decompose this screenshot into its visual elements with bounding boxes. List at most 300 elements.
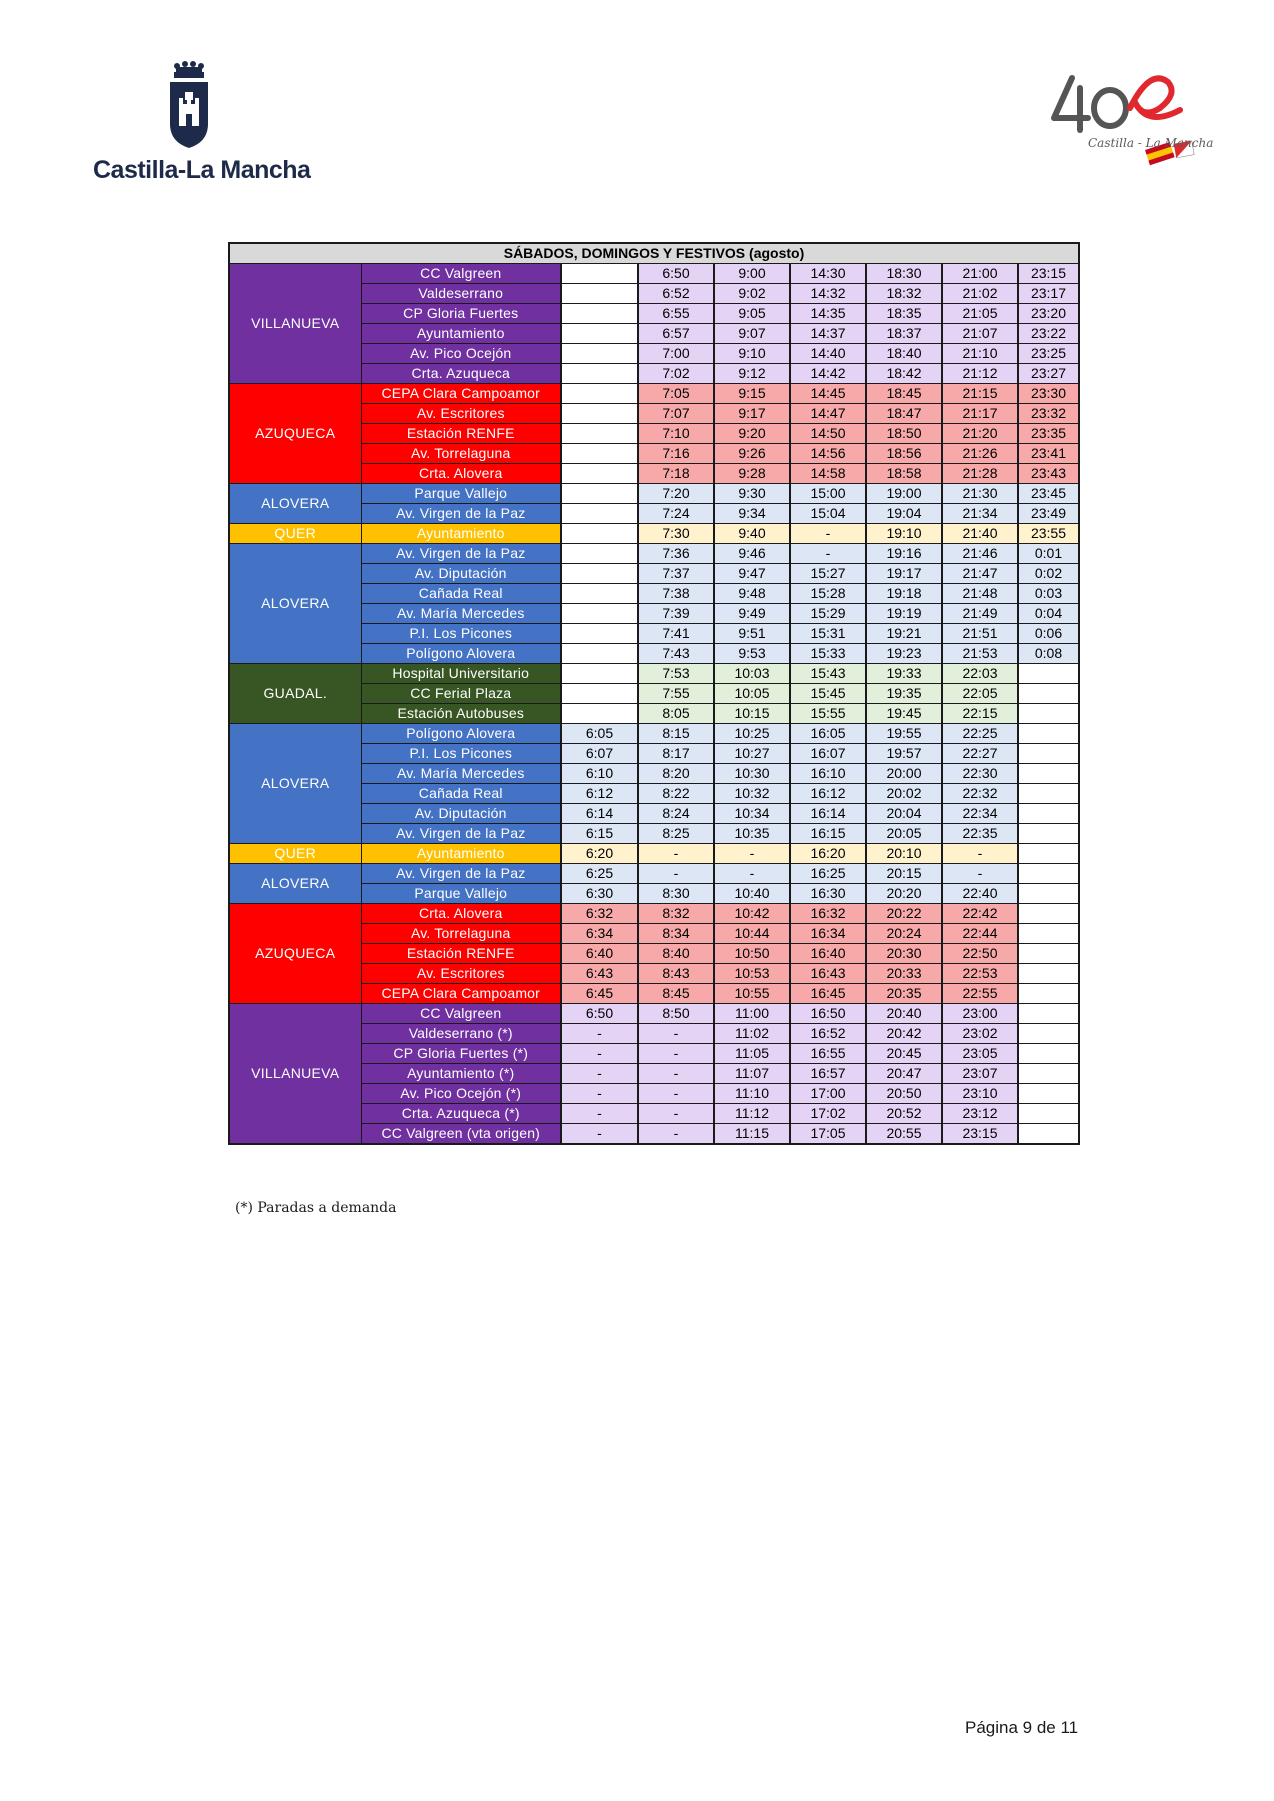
time-cell: 8:05: [638, 704, 714, 724]
time-cell: 10:53: [714, 964, 790, 984]
stop-name: CC Valgreen: [361, 264, 561, 284]
time-cell: 22:05: [942, 684, 1018, 704]
stop-name: Ayuntamiento (*): [361, 1064, 561, 1084]
time-cell: -: [790, 544, 866, 564]
stop-name: Hospital Universitario: [361, 664, 561, 684]
time-cell: [561, 324, 638, 344]
time-cell: -: [561, 1064, 638, 1084]
table-row: [229, 844, 1079, 864]
time-cell: 18:30: [866, 264, 942, 284]
time-cell: 19:04: [866, 504, 942, 524]
time-cell: 10:55: [714, 984, 790, 1004]
time-cell: 20:00: [866, 764, 942, 784]
time-cell: 0:03: [1018, 584, 1079, 604]
time-cell: [1018, 904, 1079, 924]
stop-name: Av. Diputación: [361, 804, 561, 824]
time-cell: 22:35: [942, 824, 1018, 844]
time-cell: 7:02: [638, 364, 714, 384]
time-cell: 22:32: [942, 784, 1018, 804]
time-cell: 21:53: [942, 644, 1018, 664]
time-cell: [561, 484, 638, 504]
time-cell: [1018, 884, 1079, 904]
time-cell: 14:35: [790, 304, 866, 324]
time-cell: 20:33: [866, 964, 942, 984]
time-cell: 16:30: [790, 884, 866, 904]
time-cell: -: [638, 864, 714, 884]
time-cell: 6:15: [561, 824, 638, 844]
time-cell: 16:20: [790, 844, 866, 864]
stop-name: Av. Diputación: [361, 564, 561, 584]
time-cell: 6:55: [638, 304, 714, 324]
time-cell: 15:28: [790, 584, 866, 604]
table-row: [229, 904, 1079, 924]
time-cell: 23:10: [942, 1084, 1018, 1104]
time-cell: 11:15: [714, 1124, 790, 1145]
time-cell: 20:05: [866, 824, 942, 844]
time-cell: 7:53: [638, 664, 714, 684]
time-cell: 19:18: [866, 584, 942, 604]
time-cell: 15:31: [790, 624, 866, 644]
time-cell: 16:57: [790, 1064, 866, 1084]
stop-name: CEPA Clara Campoamor: [361, 984, 561, 1004]
timetable-header-row: [229, 243, 1079, 264]
stop-name: Av. Escritores: [361, 404, 561, 424]
time-cell: [561, 444, 638, 464]
time-cell: 16:32: [790, 904, 866, 924]
time-cell: 7:43: [638, 644, 714, 664]
time-cell: 23:07: [942, 1064, 1018, 1084]
time-cell: 23:02: [942, 1024, 1018, 1044]
stop-name: Polígono Alovera: [361, 724, 561, 744]
stop-name: Estación RENFE: [361, 424, 561, 444]
time-cell: 14:40: [790, 344, 866, 364]
time-cell: 16:25: [790, 864, 866, 884]
time-cell: [1018, 824, 1079, 844]
time-cell: 9:12: [714, 364, 790, 384]
time-cell: -: [638, 1104, 714, 1124]
time-cell: 23:17: [1018, 284, 1079, 304]
time-cell: 19:57: [866, 744, 942, 764]
time-cell: 21:46: [942, 544, 1018, 564]
table-row: [229, 384, 1079, 404]
stop-name: Av. Pico Ocejón (*): [361, 1084, 561, 1104]
time-cell: 9:48: [714, 584, 790, 604]
time-cell: [561, 544, 638, 564]
stop-name: Cañada Real: [361, 784, 561, 804]
time-cell: [1018, 664, 1079, 684]
time-cell: 10:44: [714, 924, 790, 944]
page-number: Página 9 de 11: [965, 1718, 1079, 1737]
time-cell: -: [561, 1104, 638, 1124]
time-cell: 7:37: [638, 564, 714, 584]
table-row: [229, 664, 1079, 684]
time-cell: 22:27: [942, 744, 1018, 764]
timetable: [228, 242, 1080, 1145]
time-cell: 17:02: [790, 1104, 866, 1124]
time-cell: 7:30: [638, 524, 714, 544]
time-cell: 9:34: [714, 504, 790, 524]
time-cell: 18:56: [866, 444, 942, 464]
time-cell: 16:10: [790, 764, 866, 784]
time-cell: 6:05: [561, 724, 638, 744]
time-cell: 7:07: [638, 404, 714, 424]
time-cell: 15:04: [790, 504, 866, 524]
time-cell: 6:10: [561, 764, 638, 784]
time-cell: 0:08: [1018, 644, 1079, 664]
time-cell: 15:43: [790, 664, 866, 684]
time-cell: 21:26: [942, 444, 1018, 464]
time-cell: 21:07: [942, 324, 1018, 344]
time-cell: 9:46: [714, 544, 790, 564]
time-cell: 20:04: [866, 804, 942, 824]
time-cell: 21:20: [942, 424, 1018, 444]
time-cell: 21:00: [942, 264, 1018, 284]
time-cell: 7:38: [638, 584, 714, 604]
time-cell: 6:14: [561, 804, 638, 824]
time-cell: 16:34: [790, 924, 866, 944]
zone-label: VILLANUEVA: [229, 264, 361, 384]
time-cell: 6:30: [561, 884, 638, 904]
time-cell: 21:02: [942, 284, 1018, 304]
time-cell: [1018, 784, 1079, 804]
time-cell: 22:40: [942, 884, 1018, 904]
time-cell: [561, 584, 638, 604]
time-cell: [561, 644, 638, 664]
time-cell: -: [638, 1064, 714, 1084]
time-cell: 9:20: [714, 424, 790, 444]
time-cell: [561, 424, 638, 444]
time-cell: 21:49: [942, 604, 1018, 624]
time-cell: 8:15: [638, 724, 714, 744]
time-cell: 15:29: [790, 604, 866, 624]
time-cell: [561, 504, 638, 524]
time-cell: [1018, 704, 1079, 724]
time-cell: [561, 404, 638, 424]
time-cell: 9:28: [714, 464, 790, 484]
time-cell: 7:18: [638, 464, 714, 484]
time-cell: -: [561, 1124, 638, 1145]
time-cell: 9:17: [714, 404, 790, 424]
time-cell: 11:02: [714, 1024, 790, 1044]
time-cell: 23:25: [1018, 344, 1079, 364]
time-cell: 19:33: [866, 664, 942, 684]
time-cell: [561, 344, 638, 364]
time-cell: [1018, 744, 1079, 764]
stop-name: Parque Vallejo: [361, 484, 561, 504]
time-cell: 18:32: [866, 284, 942, 304]
time-cell: [561, 284, 638, 304]
stop-name: Ayuntamiento: [361, 324, 561, 344]
stop-name: Estación Autobuses: [361, 704, 561, 724]
time-cell: [1018, 1104, 1079, 1124]
time-cell: 16:52: [790, 1024, 866, 1044]
time-cell: 21:47: [942, 564, 1018, 584]
time-cell: 10:40: [714, 884, 790, 904]
time-cell: 20:47: [866, 1064, 942, 1084]
time-cell: 6:50: [638, 264, 714, 284]
stop-name: Valdeserrano: [361, 284, 561, 304]
time-cell: 20:24: [866, 924, 942, 944]
time-cell: 6:25: [561, 864, 638, 884]
time-cell: 6:50: [561, 1004, 638, 1024]
time-cell: 6:20: [561, 844, 638, 864]
stop-name: P.I. Los Picones: [361, 744, 561, 764]
time-cell: [1018, 724, 1079, 744]
time-cell: 18:47: [866, 404, 942, 424]
time-cell: 10:32: [714, 784, 790, 804]
time-cell: [1018, 684, 1079, 704]
time-cell: 10:35: [714, 824, 790, 844]
time-cell: [561, 464, 638, 484]
time-cell: [1018, 1004, 1079, 1024]
time-cell: 18:37: [866, 324, 942, 344]
forty-anniversary-logo: [1050, 58, 1225, 188]
time-cell: 6:34: [561, 924, 638, 944]
time-cell: -: [638, 1044, 714, 1064]
stop-name: Ayuntamiento: [361, 844, 561, 864]
time-cell: 19:16: [866, 544, 942, 564]
time-cell: 8:24: [638, 804, 714, 824]
time-cell: [1018, 924, 1079, 944]
stop-name: Polígono Alovera: [361, 644, 561, 664]
time-cell: 22:53: [942, 964, 1018, 984]
time-cell: 10:50: [714, 944, 790, 964]
time-cell: 9:05: [714, 304, 790, 324]
time-cell: 23:32: [1018, 404, 1079, 424]
time-cell: 14:30: [790, 264, 866, 284]
time-cell: 20:30: [866, 944, 942, 964]
time-cell: [1018, 964, 1079, 984]
time-cell: 16:07: [790, 744, 866, 764]
time-cell: 21:05: [942, 304, 1018, 324]
time-cell: 14:37: [790, 324, 866, 344]
time-cell: 19:19: [866, 604, 942, 624]
time-cell: 10:27: [714, 744, 790, 764]
time-cell: 16:45: [790, 984, 866, 1004]
time-cell: 7:55: [638, 684, 714, 704]
time-cell: 20:22: [866, 904, 942, 924]
time-cell: 11:07: [714, 1064, 790, 1084]
time-cell: 19:35: [866, 684, 942, 704]
time-cell: 7:24: [638, 504, 714, 524]
time-cell: 19:45: [866, 704, 942, 724]
stop-name: CC Ferial Plaza: [361, 684, 561, 704]
time-cell: [561, 364, 638, 384]
time-cell: 20:52: [866, 1104, 942, 1124]
time-cell: 20:10: [866, 844, 942, 864]
time-cell: 23:35: [1018, 424, 1079, 444]
time-cell: 15:55: [790, 704, 866, 724]
stop-name: Parque Vallejo: [361, 884, 561, 904]
time-cell: 19:23: [866, 644, 942, 664]
time-cell: -: [638, 1124, 714, 1145]
time-cell: 21:12: [942, 364, 1018, 384]
time-cell: 22:55: [942, 984, 1018, 1004]
time-cell: 21:10: [942, 344, 1018, 364]
stop-name: Ayuntamiento: [361, 524, 561, 544]
time-cell: 9:47: [714, 564, 790, 584]
time-cell: 6:12: [561, 784, 638, 804]
time-cell: 0:02: [1018, 564, 1079, 584]
time-cell: 7:20: [638, 484, 714, 504]
time-cell: 22:25: [942, 724, 1018, 744]
time-cell: [561, 524, 638, 544]
time-cell: 21:34: [942, 504, 1018, 524]
time-cell: 16:12: [790, 784, 866, 804]
time-cell: 23:12: [942, 1104, 1018, 1124]
time-cell: 8:40: [638, 944, 714, 964]
time-cell: [1018, 844, 1079, 864]
time-cell: 19:55: [866, 724, 942, 744]
time-cell: [1018, 1024, 1079, 1044]
stop-name: Crta. Azuqueca (*): [361, 1104, 561, 1124]
time-cell: [561, 704, 638, 724]
zone-label: ALOVERA: [229, 484, 361, 524]
time-cell: 6:52: [638, 284, 714, 304]
time-cell: [1018, 804, 1079, 824]
time-cell: 19:21: [866, 624, 942, 644]
time-cell: 8:30: [638, 884, 714, 904]
stop-name: CP Gloria Fuertes (*): [361, 1044, 561, 1064]
time-cell: 15:45: [790, 684, 866, 704]
time-cell: 22:34: [942, 804, 1018, 824]
time-cell: 21:51: [942, 624, 1018, 644]
time-cell: [561, 664, 638, 684]
time-cell: [561, 304, 638, 324]
time-cell: -: [638, 844, 714, 864]
time-cell: 6:40: [561, 944, 638, 964]
time-cell: 18:40: [866, 344, 942, 364]
time-cell: 8:20: [638, 764, 714, 784]
stop-name: CC Valgreen: [361, 1004, 561, 1024]
time-cell: 23:55: [1018, 524, 1079, 544]
stop-name: CEPA Clara Campoamor: [361, 384, 561, 404]
time-cell: 22:15: [942, 704, 1018, 724]
zone-label: GUADAL.: [229, 664, 361, 724]
time-cell: 20:45: [866, 1044, 942, 1064]
time-cell: 16:55: [790, 1044, 866, 1064]
time-cell: 18:35: [866, 304, 942, 324]
time-cell: 9:53: [714, 644, 790, 664]
time-cell: 10:34: [714, 804, 790, 824]
time-cell: 9:02: [714, 284, 790, 304]
time-cell: 20:35: [866, 984, 942, 1004]
logo-left-text: Castilla-La Mancha: [93, 156, 311, 184]
timetable-title: SÁBADOS, DOMINGOS Y FESTIVOS (agosto): [229, 243, 1079, 264]
zone-label: QUER: [229, 524, 361, 544]
time-cell: [1018, 864, 1079, 884]
time-cell: 7:39: [638, 604, 714, 624]
time-cell: 11:05: [714, 1044, 790, 1064]
time-cell: 23:05: [942, 1044, 1018, 1064]
stop-name: CC Valgreen (vta origen): [361, 1124, 561, 1145]
time-cell: -: [638, 1024, 714, 1044]
time-cell: 8:17: [638, 744, 714, 764]
time-cell: 14:56: [790, 444, 866, 464]
time-cell: 7:36: [638, 544, 714, 564]
time-cell: 9:07: [714, 324, 790, 344]
time-cell: -: [561, 1084, 638, 1104]
footnote: (*) Paradas a demanda: [235, 1200, 397, 1216]
time-cell: 14:50: [790, 424, 866, 444]
zone-label: AZUQUECA: [229, 384, 361, 484]
time-cell: 16:50: [790, 1004, 866, 1024]
stop-name: CP Gloria Fuertes: [361, 304, 561, 324]
table-row: [229, 864, 1079, 884]
time-cell: 17:00: [790, 1084, 866, 1104]
table-row: [229, 544, 1079, 564]
time-cell: 7:00: [638, 344, 714, 364]
time-cell: 20:02: [866, 784, 942, 804]
time-cell: 10:25: [714, 724, 790, 744]
time-cell: [561, 264, 638, 284]
time-cell: 10:05: [714, 684, 790, 704]
time-cell: [1018, 1044, 1079, 1064]
stop-name: Av. María Mercedes: [361, 604, 561, 624]
time-cell: 21:28: [942, 464, 1018, 484]
time-cell: 23:20: [1018, 304, 1079, 324]
stop-name: Av. María Mercedes: [361, 764, 561, 784]
time-cell: 9:15: [714, 384, 790, 404]
time-cell: 16:40: [790, 944, 866, 964]
table-row: [229, 264, 1079, 284]
time-cell: 9:51: [714, 624, 790, 644]
time-cell: 9:49: [714, 604, 790, 624]
time-cell: 18:50: [866, 424, 942, 444]
zone-label: VILLANUEVA: [229, 1004, 361, 1145]
time-cell: -: [942, 844, 1018, 864]
table-row: [229, 1004, 1079, 1024]
time-cell: 8:22: [638, 784, 714, 804]
time-cell: -: [638, 1084, 714, 1104]
stop-name: Av. Virgen de la Paz: [361, 824, 561, 844]
stop-name: Av. Virgen de la Paz: [361, 864, 561, 884]
time-cell: 16:15: [790, 824, 866, 844]
time-cell: -: [561, 1024, 638, 1044]
castilla-la-mancha-logo: [88, 58, 311, 188]
time-cell: 23:00: [942, 1004, 1018, 1024]
time-cell: 21:17: [942, 404, 1018, 424]
table-row: [229, 724, 1079, 744]
time-cell: 7:16: [638, 444, 714, 464]
stop-name: Av. Virgen de la Paz: [361, 504, 561, 524]
stop-name: Crta. Azuqueca: [361, 364, 561, 384]
time-cell: 23:41: [1018, 444, 1079, 464]
anniversary-mark-icon: [1050, 58, 1225, 168]
time-cell: 8:45: [638, 984, 714, 1004]
time-cell: 20:55: [866, 1124, 942, 1145]
time-cell: 20:15: [866, 864, 942, 884]
time-cell: [1018, 764, 1079, 784]
zone-label: ALOVERA: [229, 864, 361, 904]
stop-name: Av. Virgen de la Paz: [361, 544, 561, 564]
time-cell: 8:32: [638, 904, 714, 924]
time-cell: 8:25: [638, 824, 714, 844]
time-cell: -: [714, 844, 790, 864]
time-cell: 23:30: [1018, 384, 1079, 404]
time-cell: 0:04: [1018, 604, 1079, 624]
time-cell: 21:40: [942, 524, 1018, 544]
time-cell: [561, 564, 638, 584]
time-cell: 6:57: [638, 324, 714, 344]
stop-name: Cañada Real: [361, 584, 561, 604]
time-cell: [561, 384, 638, 404]
time-cell: 23:43: [1018, 464, 1079, 484]
time-cell: 0:06: [1018, 624, 1079, 644]
time-cell: 21:30: [942, 484, 1018, 504]
time-cell: [561, 624, 638, 644]
time-cell: 15:33: [790, 644, 866, 664]
